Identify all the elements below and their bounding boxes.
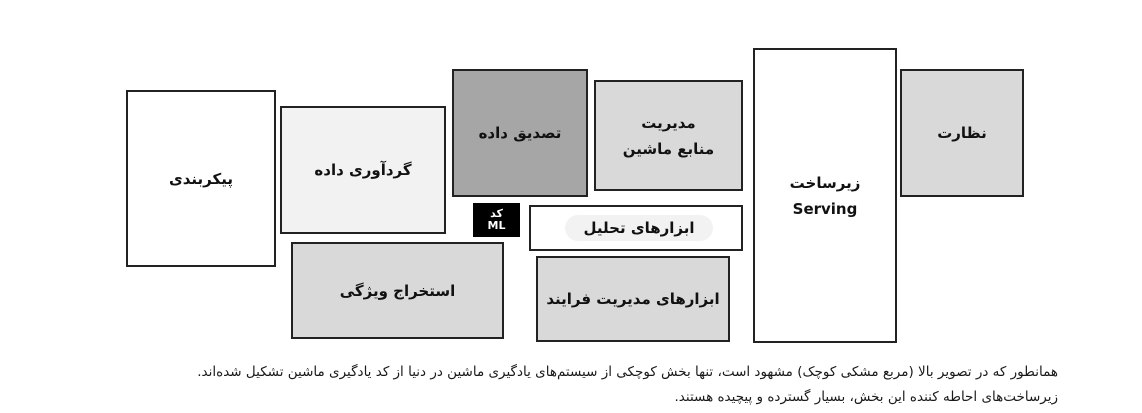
configuration-label: پیکربندی [169,169,233,188]
analysis-tools-label: ابزارهای تحلیل [583,219,695,237]
data-verification-box [452,69,588,197]
ml-code-label-line1: کد [490,207,503,220]
machine-resource-management-label: مدیریت منابع ماشین [622,113,715,158]
serving-infrastructure-box [753,48,897,343]
configuration-box [126,90,276,267]
process-management-tools-box [536,256,730,342]
ml-code-label-line2: ML [487,219,506,232]
monitoring-label: نظارت [937,124,987,142]
feature-extraction-label: استخراج ویژگی [339,281,456,300]
caption-line-1: همانطور که در تصویر بالا (مربع مشکی کوچک) مشهود است، تنها بخش کوچکی از سیستم‌های یادگیری ماشین در دنیا از کد یادگیری ماشین تشکیل شده‌اند. [197,364,1058,380]
monitoring-box [900,69,1024,197]
analysis-tools-box [529,205,743,251]
feature-extraction-box [291,242,504,339]
machine-resource-management-box [594,80,743,191]
data-collection-label: گردآوری داده [314,161,412,179]
data-verification-label: تصدیق داده [478,124,562,142]
ml-code-box [473,203,520,237]
caption-line-2: زیرساخت‌های احاطه کننده این بخش، بسیار گسترده و پیچیده هستند. [674,389,1058,405]
process-management-tools-label: ابزارهای مدیریت فرایند [546,290,720,308]
data-collection-box [280,106,446,234]
analysis-tools-highlight [565,215,713,241]
serving-infrastructure-label: زیرساخت Serving [789,173,861,218]
caption [0,360,1058,410]
